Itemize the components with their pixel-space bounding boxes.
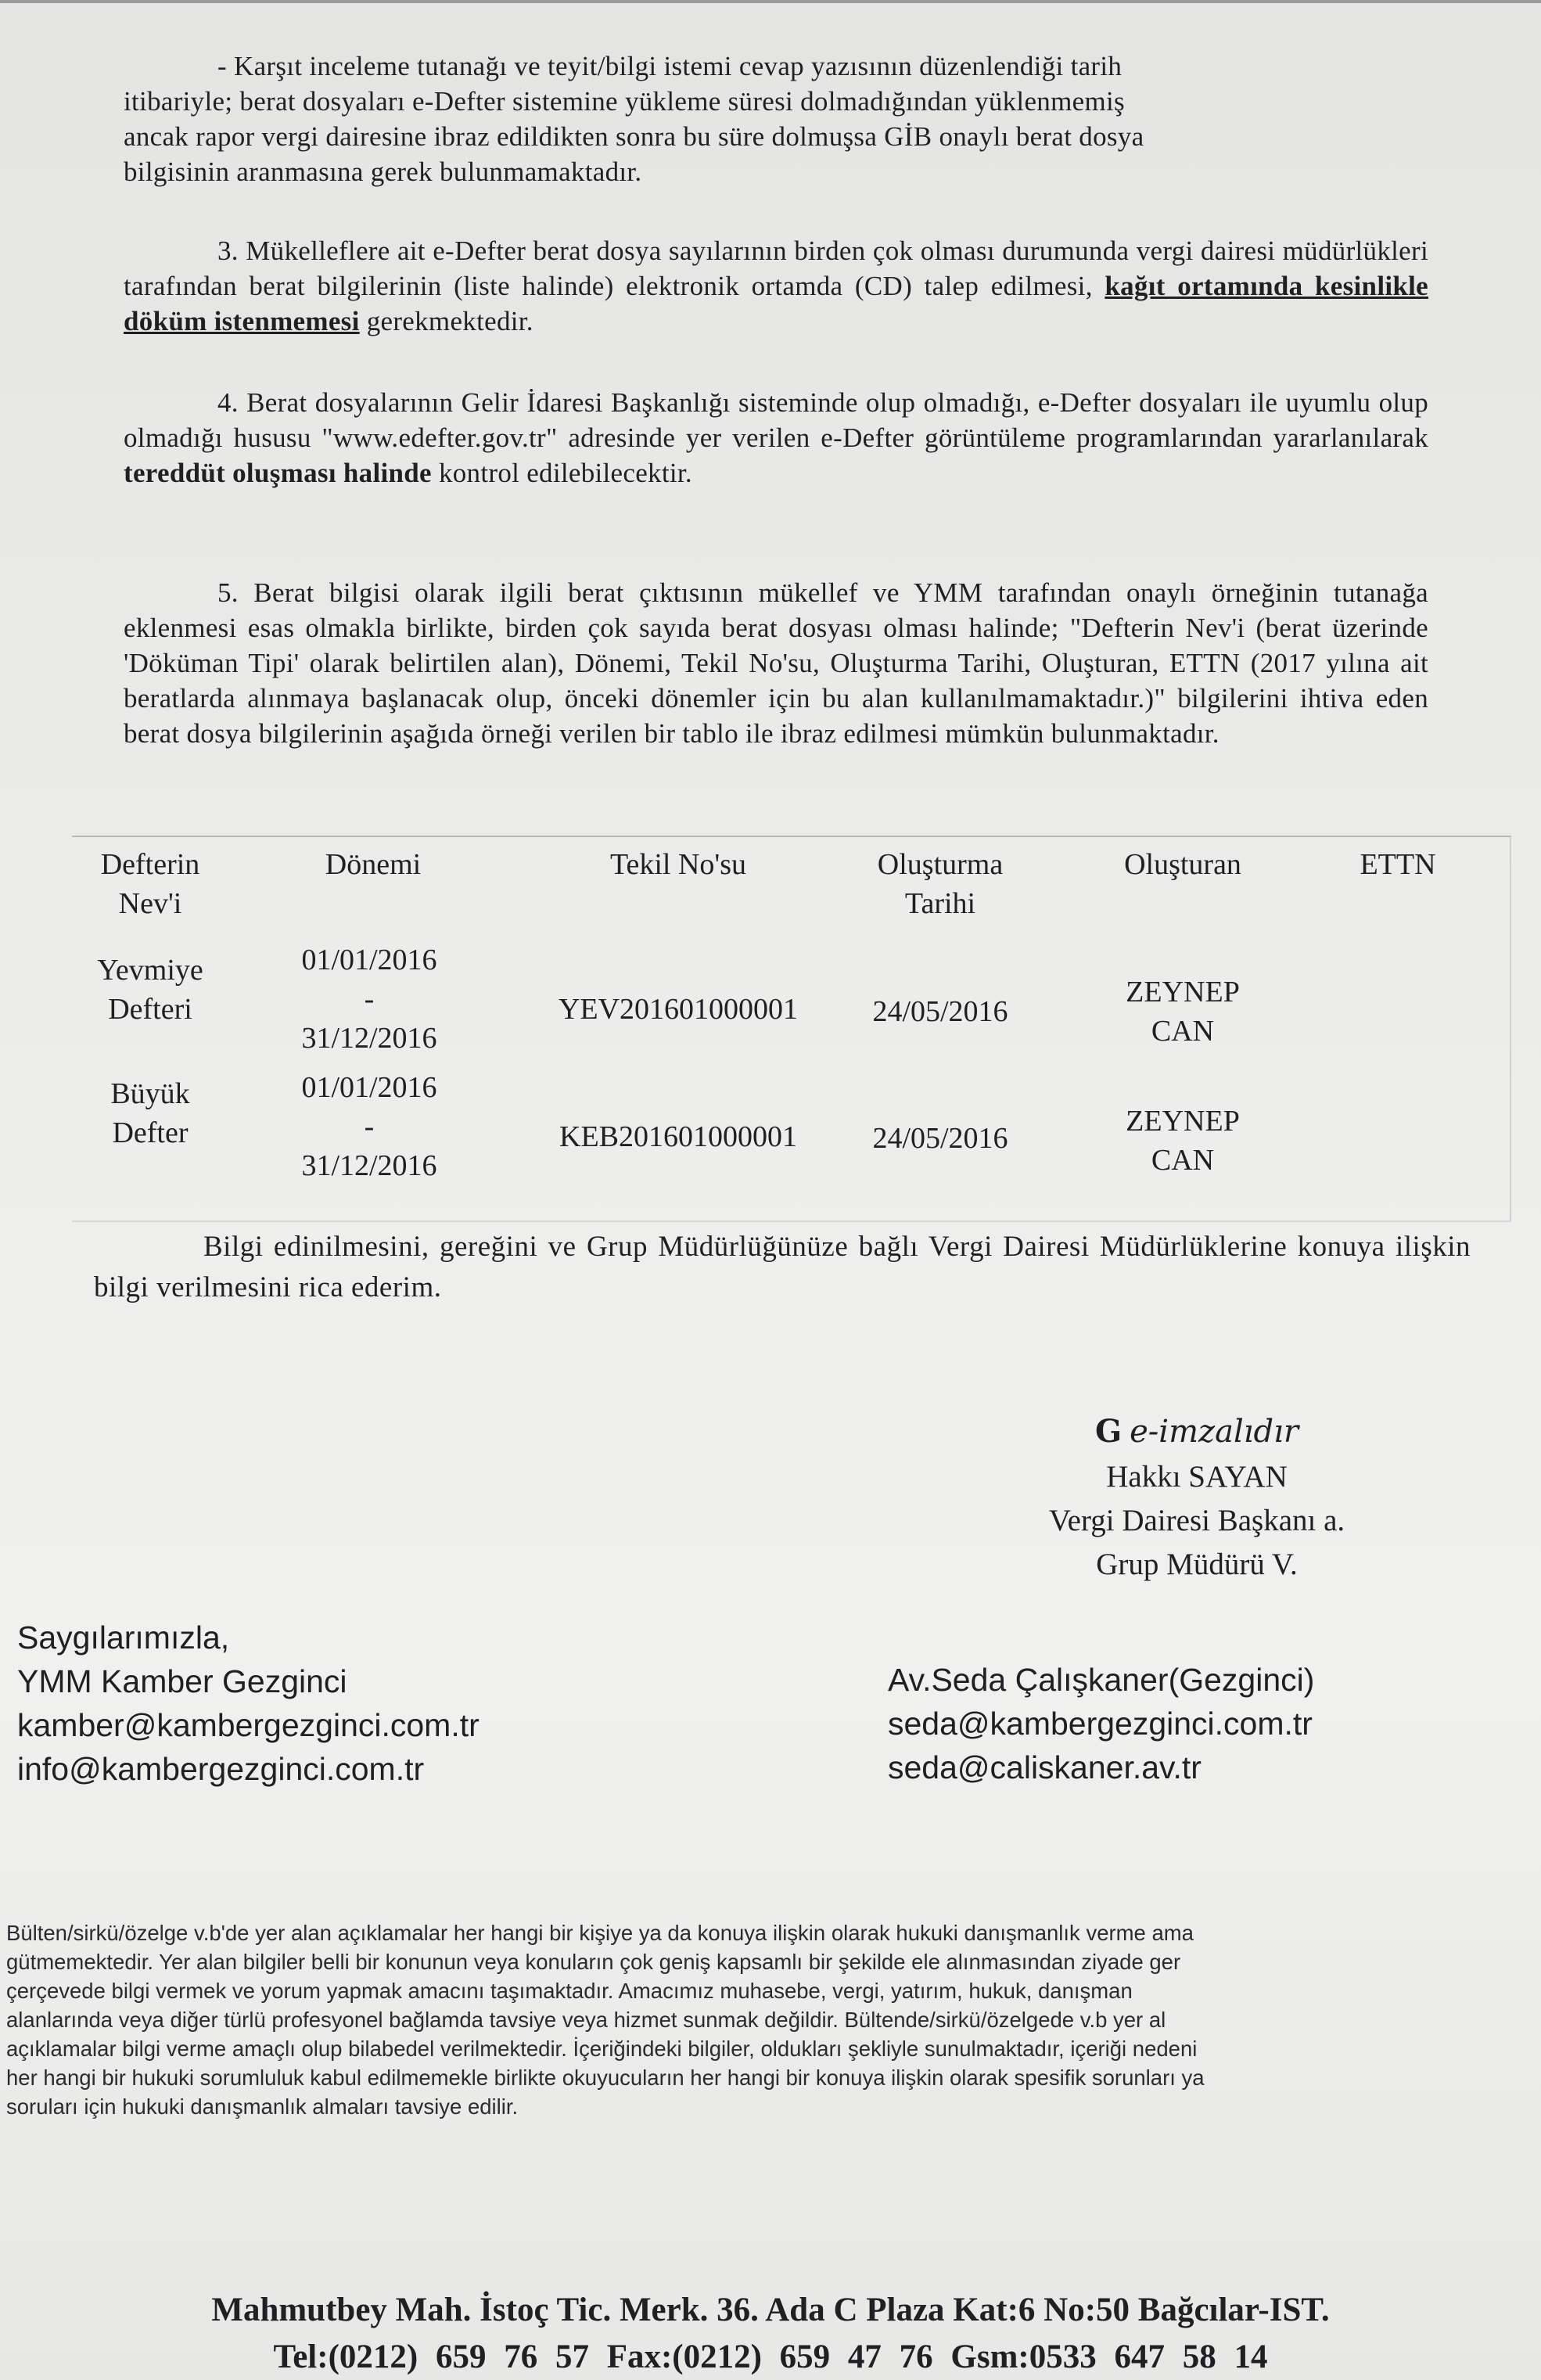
cell-tekil-no: KEB201601000001 bbox=[559, 1120, 797, 1153]
paragraph-4-lead: 4. Berat dosyalarının Gelir İdaresi Başkanlığı sisteminde olup olmadığı, e-Defter dosyaları ile uyumlu olup olmadığı hususu "www.edefter.gov.tr" adresinde yer verilen e-Defter görüntüleme programlarından yararlanılarak bbox=[124, 387, 1428, 453]
cell-donemi: 01/01/2016 - 31/12/2016 bbox=[301, 944, 437, 1055]
paragraph-3-tail: gerekmektedir. bbox=[366, 306, 533, 336]
disclaimer-line: Bülten/sirkü/özelge v.b'de yer alan açıklamalar her hangi bir kişiye ya da konuya ilişkin olarak hukuki danışmanlık verme ama bbox=[6, 1921, 1194, 1945]
paragraph-counter-inspection bbox=[124, 49, 1428, 189]
paragraph-3-emphasis: kağıt ortamında kesinlikle döküm istenmemesi bbox=[124, 271, 1428, 336]
disclaimer-line: gütmemektedir. Yer alan bilgiler belli bir konunun veya konuların çok geniş kapsamlı bir şekilde ele alınmasından ziyade ger bbox=[6, 1950, 1181, 1974]
disclaimer-line: her hangi bir hukuki sorumluluk kabul edilmemekle birlikte okuyucuların her hangi bir konuya ilişkin olarak spesifik sorunları ya bbox=[6, 2065, 1205, 2090]
contact-right bbox=[888, 1658, 1314, 1789]
sender-name: Av.Seda Çalışkaner(Gezginci) bbox=[888, 1662, 1315, 1698]
email-link[interactable]: seda@caliskaner.av.tr bbox=[888, 1749, 1202, 1785]
e-signature-icon: G bbox=[1094, 1413, 1123, 1450]
header-olusturma-tarihi: Oluşturma Tarihi bbox=[877, 848, 1004, 920]
footer-phones: Tel:(0212) 659 76 57 Fax:(0212) 659 47 76 Gsm:0533 647 58 14 bbox=[273, 2339, 1268, 2375]
top-rule bbox=[0, 0, 1541, 3]
disclaimer-line: alanlarında veya diğer türlü profesyonel bağlamda tavsiye veya hizmet sunmak değildir. Bültende/sirkü/özelgede v.b yer al bbox=[6, 2008, 1166, 2032]
paragraph-line: itibariyle; berat dosyaları e-Defter sistemine yükleme süresi dolmadığından yüklenmemiş bbox=[124, 86, 1125, 117]
paragraph-4-emphasis: tereddüt oluşması halinde bbox=[124, 458, 432, 488]
disclaimer bbox=[6, 1918, 1541, 2121]
cell-olusturan: ZEYNEP CAN bbox=[1126, 1105, 1240, 1177]
header-donemi: Dönemi bbox=[325, 848, 422, 881]
paragraph-5-text: 5. Berat bilgisi olarak ilgili berat çıktısının mükellef ve YMM tarafından onaylı örneğinin tutanağa eklenmesi esas olmakla birlikte, birden çok sayıda berat dosyası olması halinde; "Defterin Nev'i (berat üzerinde 'Döküman Tipi' olarak belirtilen alan), Dönemi, Tekil No'su, Oluşturma Tarihi, Oluşturan, ETTN (2017 yılına ait beratlarda alınmaya başlanacak olup, önceki dönemler için bu alan kullanılmamaktadır.)" bilgilerini ihtiva eden berat dosya bilgilerinin aşağıda örneği verilen bir tablo ile ibraz edilmesi mümkün bulunmaktadır. bbox=[124, 577, 1428, 749]
e-signature-mark: G e-imzalıdır bbox=[1094, 1413, 1299, 1450]
closing-paragraph bbox=[94, 1227, 1471, 1308]
paragraph-4-tail: kontrol edilebilecektir. bbox=[438, 458, 692, 488]
cell-olusturan: ZEYNEP CAN bbox=[1126, 976, 1240, 1048]
header-ettn: ETTN bbox=[1360, 848, 1436, 881]
disclaimer-line: soruları için hukuki danışmanlık almaları tavsiye edilir. bbox=[6, 2094, 519, 2119]
signer-name: Hakkı SAYAN bbox=[1106, 1460, 1288, 1494]
cell-donemi: 01/01/2016 - 31/12/2016 bbox=[301, 1071, 437, 1182]
closing-text: Bilgi edinilmesini, gereğini ve Grup Müdürlüğünüze bağlı Vergi Dairesi Müdürlüklerine konuya ilişkin bilgi verilmesini rica ederim. bbox=[94, 1231, 1471, 1303]
email-link[interactable]: seda@kambergezginci.com.tr bbox=[888, 1706, 1313, 1742]
email-link[interactable]: kamber@kambergezginci.com.tr bbox=[17, 1707, 480, 1743]
paragraph-3-lead: 3. Mükelleflere ait e-Defter berat dosya sayılarının birden çok olması durumunda vergi dairesi müdürlükleri tarafından berat bilgilerinin (liste halinde) elektronik ortamda (CD) talep edilmesi, bbox=[124, 235, 1428, 301]
cell-olusturma-tarihi: 24/05/2016 bbox=[872, 995, 1008, 1028]
cell-nevi: Yevmiye Defteri bbox=[97, 954, 203, 1026]
paragraph-line: bilgisinin aranmasına gerek bulunmamaktadır. bbox=[124, 156, 642, 187]
greeting: Saygılarımızla, bbox=[17, 1620, 230, 1656]
cell-tekil-no: YEV201601000001 bbox=[558, 993, 799, 1026]
signer-title: Vergi Dairesi Başkanı a. bbox=[1048, 1504, 1345, 1537]
cell-olusturma-tarihi: 24/05/2016 bbox=[872, 1122, 1008, 1155]
signer-title: Grup Müdürü V. bbox=[1096, 1548, 1298, 1581]
header-tekil-no: Tekil No'su bbox=[609, 848, 747, 881]
paragraph-5 bbox=[124, 575, 1428, 751]
disclaimer-line: açıklamalar bilgi verme amaçlı olup bilabedel verilmektedir. İçeriğindeki bilgiler, oldukları şekliyle sunulmaktadır, içeriği nedeni bbox=[6, 2037, 1198, 2061]
header-olusturan: Oluşturan bbox=[1124, 848, 1241, 881]
berat-table bbox=[72, 836, 1511, 1222]
disclaimer-line: çerçevede bilgi vermek ve yorum yapmak amacını taşımaktadır. Amacımız muhasebe, vergi, yatırım, hukuk, danışman bbox=[6, 1979, 1133, 2003]
cell-nevi: Büyük Defter bbox=[110, 1077, 190, 1149]
paragraph-line: - Karşıt inceleme tutanağı ve teyit/bilgi istemi cevap yazısının düzenlendiği tarih bbox=[217, 51, 1123, 81]
email-link[interactable]: info@kambergezginci.com.tr bbox=[17, 1751, 425, 1787]
paragraph-4 bbox=[124, 385, 1428, 491]
paragraph-line: ancak rapor vergi dairesine ibraz edildikten sonra bu süre dolmuşsa GİB onaylı berat dosya bbox=[124, 121, 1144, 152]
contact-left bbox=[17, 1616, 480, 1791]
signature-block bbox=[993, 1408, 1400, 1587]
footer-address: Mahmutbey Mah. İstoç Tic. Merk. 36. Ada C Plaza Kat:6 No:50 Bağcılar-IST. bbox=[211, 2292, 1330, 2328]
header-defterin-nevi: Defterin Nev'i bbox=[100, 848, 200, 920]
paragraph-3 bbox=[124, 233, 1428, 339]
sender-name: YMM Kamber Gezginci bbox=[17, 1663, 347, 1699]
